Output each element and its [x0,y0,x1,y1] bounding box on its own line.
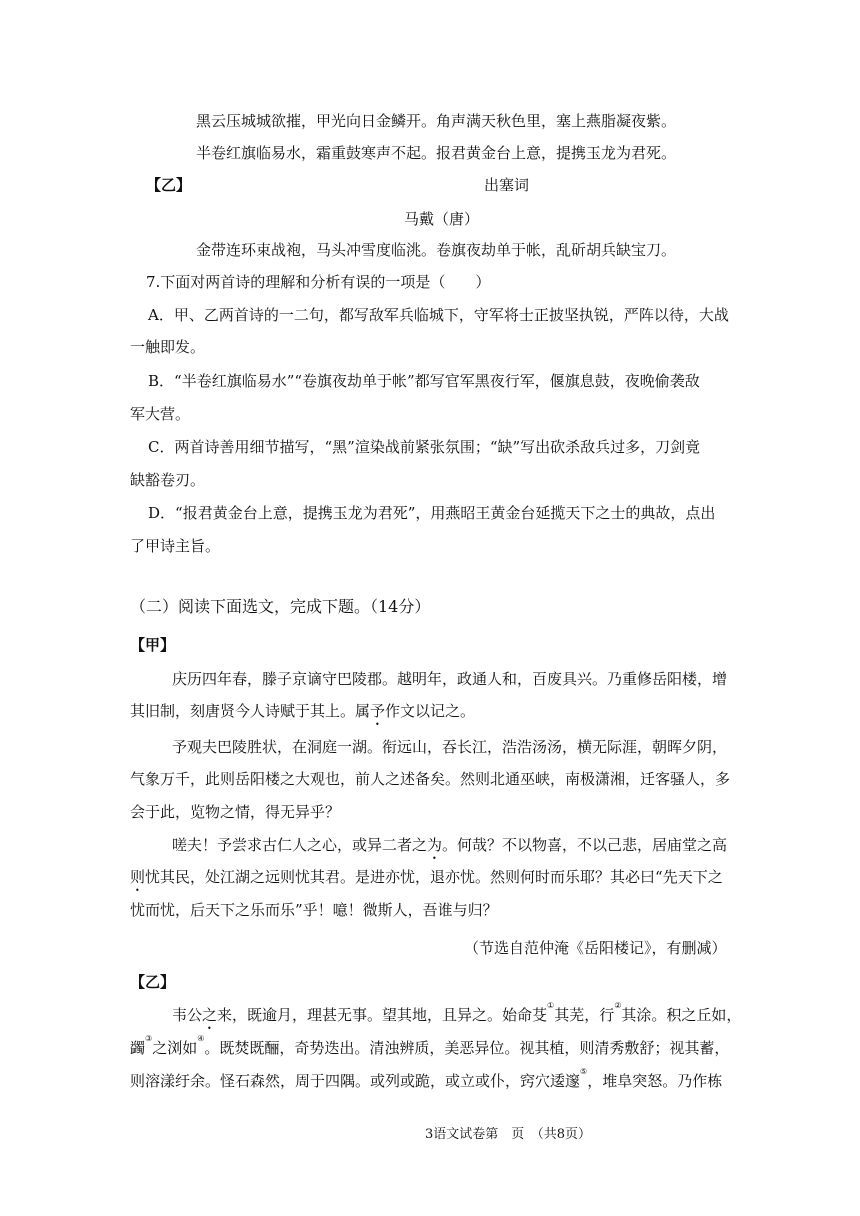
para-1-line-1: 庆历四年春，滕子京谪守巴陵郡。越明年，政通人和，百废具兴。乃重修岳阳楼，增 [172,670,728,688]
para-3-line-1: 嗟夫！予尝求古仁人之心，或异二者之为。何哉？不以物喜，不以己悲，居庙堂之高 [172,836,728,854]
option-d-line-1: D．“报君黄金台上意，提携玉龙为君死”，用燕昭王黄金台延揽天下之士的典故，点出 [148,504,716,522]
para-2-line-3: 会于此，览物之情，得无异乎？ [130,803,341,821]
footnote-1: ① [547,1001,555,1010]
footnote-2: ② [614,1001,622,1010]
emphasis-char-zhi: 之 [202,1006,218,1024]
footnote-3: ③ [145,1034,153,1043]
footnote-4: ④ [197,1034,205,1043]
option-a-line-2: 一触即发。 [130,338,206,356]
poem-a-line-1: 黑云压城城欲摧，甲光向日金鳞开。角声满天秋色里，塞上燕脂凝夜紫。 [196,112,677,130]
option-b-line-1: B．“半卷红旗临易水”“卷旗夜劫单于帐”都写官军黑夜行军，偃旗息鼓，夜晚偷袭敌 [148,372,700,390]
footnote-5: ⑤ [580,1067,588,1076]
emphasis-char-ze: 则 [130,868,146,886]
option-c-line-1: C．两首诗善用细节描写，“黑”渲染战前紧张氛围；“缺”写出砍杀敌兵过多，刀剑竟 [148,438,701,456]
section-2-label-b: 【乙】 [130,973,176,991]
para-4-line-3: 则溶漾纡余。怪石森然，周于四隅。或列或跪，或立或仆，窍穴逶邃⑤，堆阜突怒。乃作栋 [130,1067,723,1090]
para-3-line-2: 则忧其民，处江湖之远则忧其君。是进亦忧，退亦忧。然则何时而乐耶？其必曰“先天下之 [130,868,723,886]
emphasis-char-yu: 予 [370,702,386,720]
poem-b-label: 【乙】 [146,176,192,194]
para-4-line-2: 蠲③之浏如④。既焚既酾，奇势迭出。清浊辨质，美恶异位。视其植，则清秀敷舒；视其蓄， [130,1034,730,1057]
option-a-line-1: A．甲、乙两首诗的一二句，都写敌军兵临城下，守军将士正披坚执锐，严阵以待，大战 [148,306,729,324]
para-1-line-2: 其旧制，刻唐贤今人诗赋于其上。属予作文以记之。 [130,702,476,720]
section-2-label-a: 【甲】 [130,636,176,654]
emphasis-char-wei: 为 [427,836,443,854]
para-4-line-1: 韦公之来，既逾月，理甚无事。望其地，且异之。始命芟①其芜，行②其涂。积之丘如， [172,1001,742,1024]
option-b-line-2: 军大营。 [130,405,191,423]
question-7-stem: 7.下面对两首诗的理解和分析有误的一项是（ ） [146,273,491,291]
page-footer: 3语文试卷第 页 （共8页） [425,1127,592,1142]
poem-b-line-1: 金带连环束战袍，马头冲雪度临洮。卷旗夜劫单于帐，乱斫胡兵缺宝刀。 [196,241,677,259]
poem-b-title: 出塞词 [484,176,530,194]
poem-b-author: 马戴（唐） [404,210,480,228]
para-3-line-3: 忧而忧，后天下之乐而乐”乎！噫！微斯人，吾谁与归？ [130,901,498,919]
source-citation: （节选自范仲淹《岳阳楼记》，有删减） [464,939,727,957]
option-c-line-2: 缺豁卷刃。 [130,471,206,489]
para-2-line-2: 气象万千，此则岳阳楼之大观也，前人之述备矣。然则北通巫峡，南极潇湘，迁客骚人，多 [130,770,731,788]
poem-a-line-2: 半卷红旗临易水，霜重鼓寒声不起。报君黄金台上意，提携玉龙为君死。 [196,144,677,162]
option-d-line-2: 了甲诗主旨。 [130,537,221,555]
section-2-heading: （二）阅读下面选文，完成下题。（14分） [130,597,431,616]
para-2-line-1: 予观夫巴陵胜状，在洞庭一湖。衔远山，吞长江，浩浩汤汤，横无际涯，朝晖夕阴， [172,738,728,756]
